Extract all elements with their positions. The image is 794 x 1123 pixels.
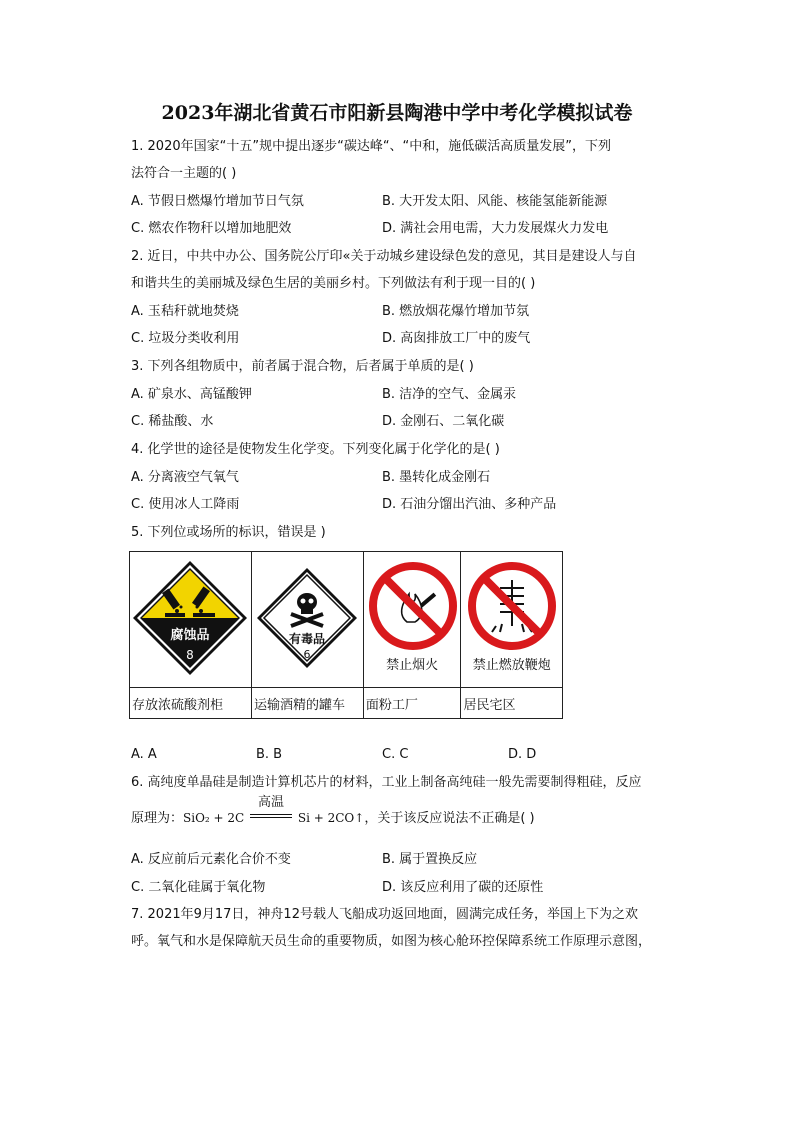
q4-stem: 4. 化学世的途径是使物发生化学变。下列变化属于化学化的是( ) <box>131 442 500 457</box>
q1-option-c: C. 燃农作物秆以增加地肥效 <box>131 221 292 236</box>
sign-cell-toxic <box>251 552 363 688</box>
caption-a: 存放浓硫酸剂柜 <box>130 688 252 719</box>
caption-b: 运输酒精的罐车 <box>251 688 363 719</box>
q6-option-b: B. 属于置换反应 <box>382 852 478 867</box>
no-fire-icon <box>367 560 459 652</box>
corrosive-icon <box>131 559 249 677</box>
caption-d: 居民宅区 <box>461 688 563 719</box>
q6-option-d: D. 该反应利用了碳的还原性 <box>382 880 544 895</box>
q6-eq-prefix: 原理为： <box>131 811 184 826</box>
q2-option-d: D. 高囱排放工厂中的废气 <box>382 331 531 346</box>
corrosive-class-number: 8 <box>186 647 195 662</box>
q6-eq-reactants: SiO₂ + 2C <box>183 811 249 825</box>
q2-option-b: B. 燃放烟花爆竹增加节氛 <box>382 304 530 319</box>
q3-option-a: A. 矿泉水、高锰酸钾 <box>131 387 252 402</box>
q5-stem: 5. 下列位或场所的标识，错误是 ) <box>131 525 326 540</box>
q1-option-b: B. 大开发太阳、风能、核能氢能新能源 <box>382 194 608 209</box>
q6-option-c: C. 二氧化硅属于氧化物 <box>131 880 266 895</box>
q5-option-b: B. B <box>256 747 283 762</box>
sign-cell-no-firecracker <box>461 552 563 688</box>
q2-option-a: A. 玉秸秆就地焚烧 <box>131 304 239 319</box>
q1-stem-line2: 法符合一主题的( ) <box>131 166 237 181</box>
corrosive-label: 腐蚀品 <box>170 627 210 643</box>
q6-stem-line1: 6. 高纯度单晶硅是制造计算机芯片的材料，工业上制备高纯硅一般先需要制得粗硅，反应 <box>131 775 642 790</box>
q3-stem: 3. 下列各组物质中，前者属于混合物，后者属于单质的是( ) <box>131 359 474 374</box>
q1-option-d: D. 满社会用电需，大力发展煤火力发电 <box>382 221 609 236</box>
no-fire-label: 禁止烟火 <box>386 658 439 673</box>
q7-stem-line1: 7. 2021年9月17日，神舟12号载人飞船成功返回地面，圆满完成任务，举国上下为之欢 <box>131 907 638 922</box>
q4-option-c: C. 使用冰人工降雨 <box>131 497 240 512</box>
q5-option-a: A. A <box>131 747 157 762</box>
no-firecracker-label: 禁止燃放鞭炮 <box>472 658 551 673</box>
q4-option-d: D. 石油分馏出汽油、多种产品 <box>382 497 557 512</box>
sign-cell-no-fire <box>363 552 461 688</box>
q5-option-d: D. D <box>508 747 537 762</box>
toxic-icon <box>255 566 359 670</box>
q4-option-a: A. 分离液空气氧气 <box>131 470 239 485</box>
q2-stem-line1: 2. 近日，中共中办公、国务院公厅印«关于动城乡建设绿色发的意见，其目是建设人与自 <box>131 249 637 264</box>
q2-stem-line2: 和谐共生的美丽城及绿色生居的美丽乡村。下列做法有利于现一目的( ) <box>131 276 536 291</box>
toxic-label: 有毒品 <box>289 631 326 646</box>
q6-eq-arrow <box>248 795 294 827</box>
q1-option-a: A. 节假日燃爆竹增加节日气氛 <box>131 194 304 209</box>
q6-option-a: A. 反应前后元素化合价不变 <box>131 852 291 867</box>
q6-equation-line <box>131 795 535 827</box>
q2-option-c: C. 垃圾分类收利用 <box>131 331 240 346</box>
no-firecracker-icon <box>466 560 558 652</box>
q3-option-c: C. 稀盐酸、水 <box>131 414 214 429</box>
q7-stem-line2: 呼。氧气和水是保障航天员生命的重要物质，如图为核心舱环控保障系统工作原理示意图， <box>131 934 652 949</box>
q1-stem-line1: 1. 2020年国家“十五”规中提出逐步“碳达峰“、“中和，施低碳活高质量发展”，下列 <box>131 139 612 154</box>
sign-cell-corrosive <box>130 552 252 688</box>
q3-option-b: B. 洁净的空气、金属汞 <box>382 387 517 402</box>
q6-eq-condition: 高温 <box>258 795 285 810</box>
caption-c: 面粉工厂 <box>363 688 461 719</box>
sign-table <box>129 551 563 719</box>
q5-option-c: C. C <box>382 747 409 762</box>
q6-eq-products: Si + 2CO↑ <box>294 811 365 825</box>
q4-option-b: B. 墨转化成金刚石 <box>382 470 491 485</box>
page-title: 2023年湖北省黄石市阳新县陶港中学中考化学模拟试卷 <box>161 102 633 124</box>
q3-option-d: D. 金刚石、二氧化碳 <box>382 414 505 429</box>
toxic-class-number: 6 <box>303 647 311 661</box>
q6-eq-suffix: ，关于该反应说法不正确是( ) <box>364 811 535 826</box>
